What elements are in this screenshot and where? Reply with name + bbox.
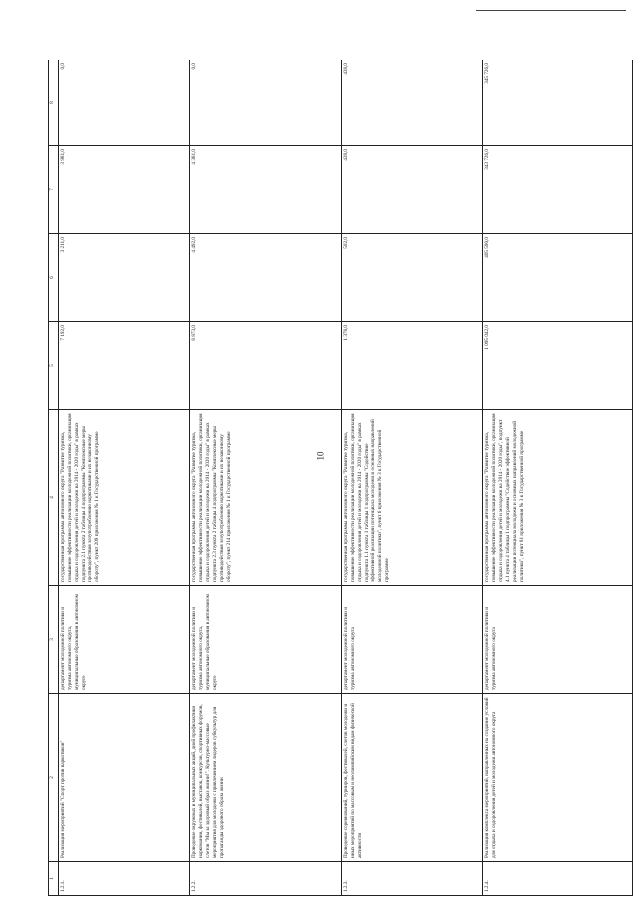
measure-name: Реализация комплекса мероприятий, направленных на создание условий для отдыха и оздоровления детей и молодежи автономного округа xyxy=(483,694,633,862)
document-sheet xyxy=(48,60,633,896)
measures-table xyxy=(48,60,633,896)
amount-col-6: 3 211,0 xyxy=(59,234,190,322)
measure-name: Реализация мероприятий "Спорт против наркотиков" xyxy=(59,694,190,862)
header-cell: 7 xyxy=(49,146,59,234)
header-cell: 4 xyxy=(49,410,59,586)
amount-col-6: 405 590,0 xyxy=(483,234,633,322)
responsible-executor: департамент молодежной политики и туризма автономного округа xyxy=(341,586,482,694)
header-cell: 5 xyxy=(49,322,59,410)
funding-source: государственная программа автономного округа "Развитие туризма, повышение эффективности реализации молодежной политики, организация отдыха и оздоровления детей и молодежи на 2014 - 2020 годы" в рамках подпункта 2.3 пункта 2 таблицы 4 подпрограммы "Комплексные меры противодействия злоупотреблению наркотиками и их незаконному обороту", пункт 214 приложения № 1 к Государственной программе xyxy=(190,410,342,586)
item-number: 1.2.2. xyxy=(190,862,342,896)
table-row xyxy=(483,60,633,896)
responsible-executor: департамент молодежной политики и туризма автономного округа, муниципальные образования в автономном округе xyxy=(59,586,190,694)
responsible-executor: департамент молодежной политики и туризма автономного округа xyxy=(483,586,633,694)
amount-total: 1 095 042,0 xyxy=(483,322,633,410)
page-number: 10 xyxy=(315,451,326,461)
item-number: 1.2.4. xyxy=(483,862,633,896)
item-number: 1.2.3. xyxy=(341,862,482,896)
table-row xyxy=(190,60,342,896)
table-row xyxy=(341,60,482,896)
amount-col-8: 438,0 xyxy=(341,60,482,146)
header-cell: 1 xyxy=(49,862,59,896)
amount-total: 7 192,0 xyxy=(59,322,190,410)
item-number: 1.2.1. xyxy=(59,862,190,896)
amount-col-7: 343 726,0 xyxy=(483,146,633,234)
amount-col-8: 0,0 xyxy=(59,60,190,146)
amount-total: 8 873,0 xyxy=(190,322,342,410)
rotated-table-container xyxy=(48,60,633,896)
amount-total: 1 378,0 xyxy=(341,322,482,410)
header-cell: 3 xyxy=(49,586,59,694)
header-row xyxy=(49,60,59,896)
header-cell: 6 xyxy=(49,234,59,322)
scan-edge-line xyxy=(476,0,626,11)
table-row xyxy=(59,60,190,896)
measure-name: Проведение соревнований, турниров, фестивалей, слетов молодежи и иных мероприятий по массовым и неолимпийским видам физической активности xyxy=(341,694,482,862)
amount-col-6: 4 492,0 xyxy=(190,234,342,322)
amount-col-7: 438,0 xyxy=(341,146,482,234)
amount-col-7: 3 981,0 xyxy=(59,146,190,234)
amount-col-6: 502,0 xyxy=(341,234,482,322)
responsible-executor: департамент молодежной политики и туризма автономного округа, муниципальные образования в автономном округе xyxy=(190,586,342,694)
amount-col-7: 4 381,0 xyxy=(190,146,342,234)
amount-col-8: 0,0 xyxy=(190,60,342,146)
header-cell: 8 xyxy=(49,60,59,146)
measure-name: Проведение окружных и муниципальных акций, дней профилактики наркомании, фестивалей, выставок, конкурсов, спортивных форумов, слетов "Мы за здоровый образ жизни!". Культурно-массовые мероприятия для молодежи с привлечением лидеров субкультур для пропаганды здорового образа жизни xyxy=(190,694,342,862)
header-cell: 2 xyxy=(49,694,59,862)
funding-source: государственная программа автономного округа "Развитие туризма, повышение эффективности реализации молодежной политики, организация отдыха и оздоровления детей и молодежи на 2014 - 2020 годы", подпункт 4.1 пункта 4 таблицы 1 подпрограммы "Содействие эффективной реализации потенциала молодежи и основных направлений молодежной политики", пункт 81 приложения № 3 к Государственной программе xyxy=(483,410,633,586)
funding-source: государственная программа автономного округа "Развитие туризма, повышение эффективности реализации молодежной политики, организация отдыха и оздоровления детей и молодежи на 2014 - 2020 годы" в рамках подпункта 2.1 пункта 2 таблицы 4 подпрограммы "Комплексные меры противодействия злоупотреблению наркотиками и их незаконному обороту", пункт 209 приложения № 1 к Государственной программе xyxy=(59,410,190,586)
funding-source: государственная программа автономного округа "Развитие туризма, повышение эффективности реализации молодежной политики, организация отдыха и оздоровления детей и молодежи на 2014 - 2020 годы" в рамках подпункта 1.1 пункта 1 таблицы 1 подпрограммы "Содействие эффективной реализации потенциала молодежи и основных направлений молодежной политики", пункт 6 приложения № 3 к Государственной программе xyxy=(341,410,482,586)
amount-col-8: 345 726,0 xyxy=(483,60,633,146)
